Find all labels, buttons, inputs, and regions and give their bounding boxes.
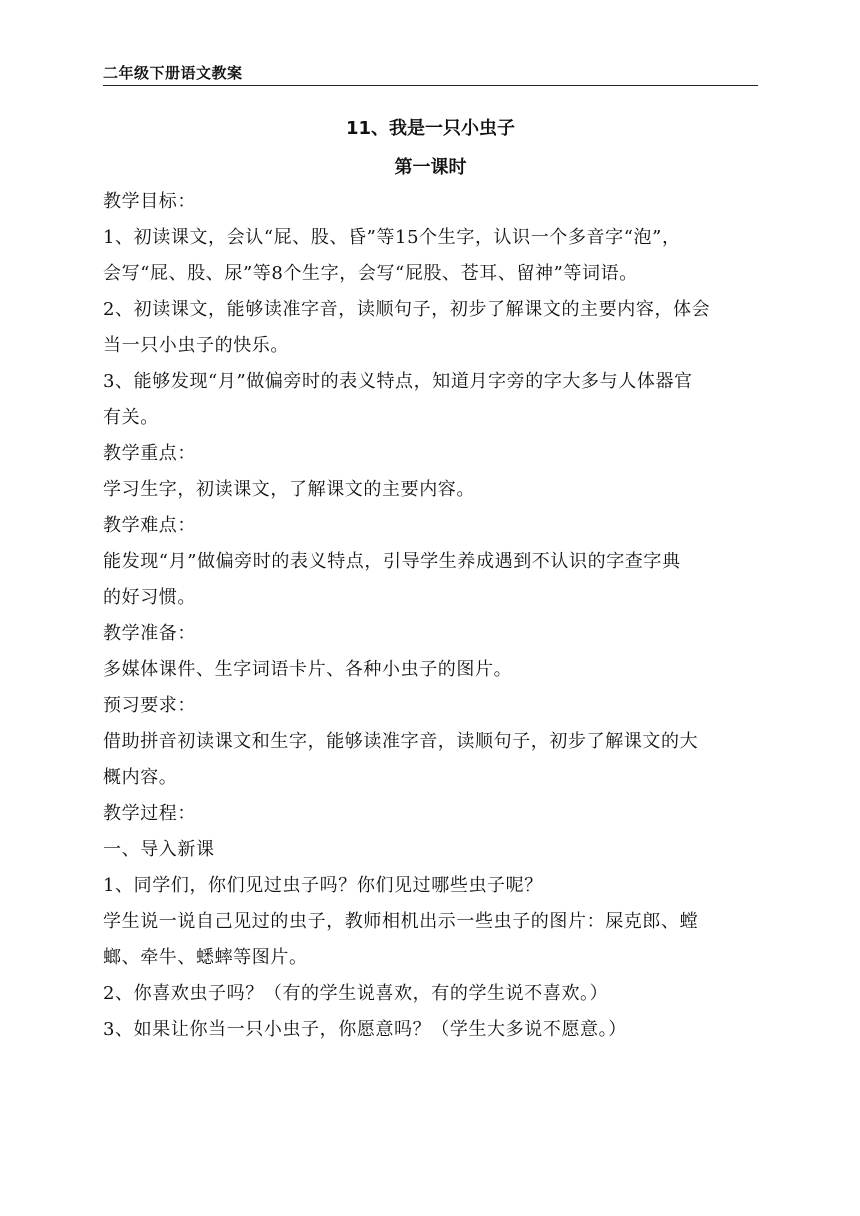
text-line: 能发现“月”做偏旁时的表义特点，引导学生养成遇到不认识的字查字典: [103, 551, 681, 572]
text-line: 教学难点：: [103, 515, 196, 536]
text-line: 教学重点：: [103, 443, 196, 464]
paragraph-heading-objectives: [103, 184, 759, 220]
text-line: 教学过程：: [103, 803, 196, 824]
text-line: 学习生字，初读课文，了解课文的主要内容。: [103, 479, 475, 500]
text-line: 3、如果让你当一只小虫子，你愿意吗？（学生大多说不愿意。）: [103, 1019, 627, 1040]
lesson-title: 11、我是一只小虫子: [345, 118, 516, 139]
header-title: 二年级下册语文教案: [103, 64, 243, 82]
paragraph-heading-difficulties: [103, 508, 759, 544]
paragraph-step-1: [103, 868, 759, 904]
paragraph-step-1-detail: [103, 904, 759, 976]
text-line: 有关。: [103, 407, 159, 428]
paragraph-heading-preview: [103, 688, 759, 724]
text-line: 2、初读课文，能够读准字音，读顺句子，初步了解课文的主要内容，体会: [103, 299, 711, 320]
text-line: 2、你喜欢虫子吗？（有的学生说喜欢，有的学生说不喜欢。）: [103, 983, 609, 1004]
text-line: 借助拼音初读课文和生字，能够读准字音，读顺句子，初步了解课文的大: [103, 731, 699, 752]
text-line: 1、初读课文，会认“屁、股、昏”等15个生字，认识一个多音字“泡”，: [103, 227, 681, 248]
text-line: 1、同学们，你们见过虫子吗？你们见过哪些虫子呢？: [103, 875, 543, 896]
text-line: 当一只小虫子的快乐。: [103, 335, 289, 356]
text-line: 概内容。: [103, 767, 178, 788]
page-header: [103, 56, 758, 86]
paragraph-objective-2: [103, 292, 759, 364]
paragraph-step-2: [103, 976, 759, 1012]
text-line: 多媒体课件、生字词语卡片、各种小虫子的图片。: [103, 659, 513, 680]
paragraph-difficulties: [103, 544, 759, 616]
text-line: 会写“屁、股、尿”等8个生字，会写“屁股、苍耳、留神”等词语。: [103, 263, 638, 284]
paragraph-key-points: [103, 472, 759, 508]
paragraph-objective-3: [103, 364, 759, 436]
text-line: 3、能够发现“月”做偏旁时的表义特点，知道月字旁的字大多与人体器官: [103, 371, 693, 392]
paragraph-section-1: [103, 832, 759, 868]
text-line: 教学准备：: [103, 623, 196, 644]
paragraph-preview: [103, 724, 759, 796]
paragraph-heading-preparation: [103, 616, 759, 652]
text-line: 的好习惯。: [103, 587, 196, 608]
paragraph-step-3: [103, 1012, 759, 1048]
paragraph-preparation: [103, 652, 759, 688]
text-line: 螂、牵牛、蟋蟀等图片。: [103, 947, 308, 968]
text-line: 一、导入新课: [103, 839, 215, 860]
text-line: 教学目标：: [103, 191, 196, 212]
paragraph-objective-1: [103, 220, 759, 292]
paragraph-heading-process: [103, 796, 759, 832]
paragraph-heading-key-points: [103, 436, 759, 472]
text-line: 预习要求：: [103, 695, 196, 716]
lesson-body: [103, 184, 759, 1048]
lesson-subtitle: 第一课时: [394, 157, 467, 178]
text-line: 学生说一说自己见过的虫子，教师相机出示一些虫子的图片：屎克郎、螳: [103, 911, 699, 932]
